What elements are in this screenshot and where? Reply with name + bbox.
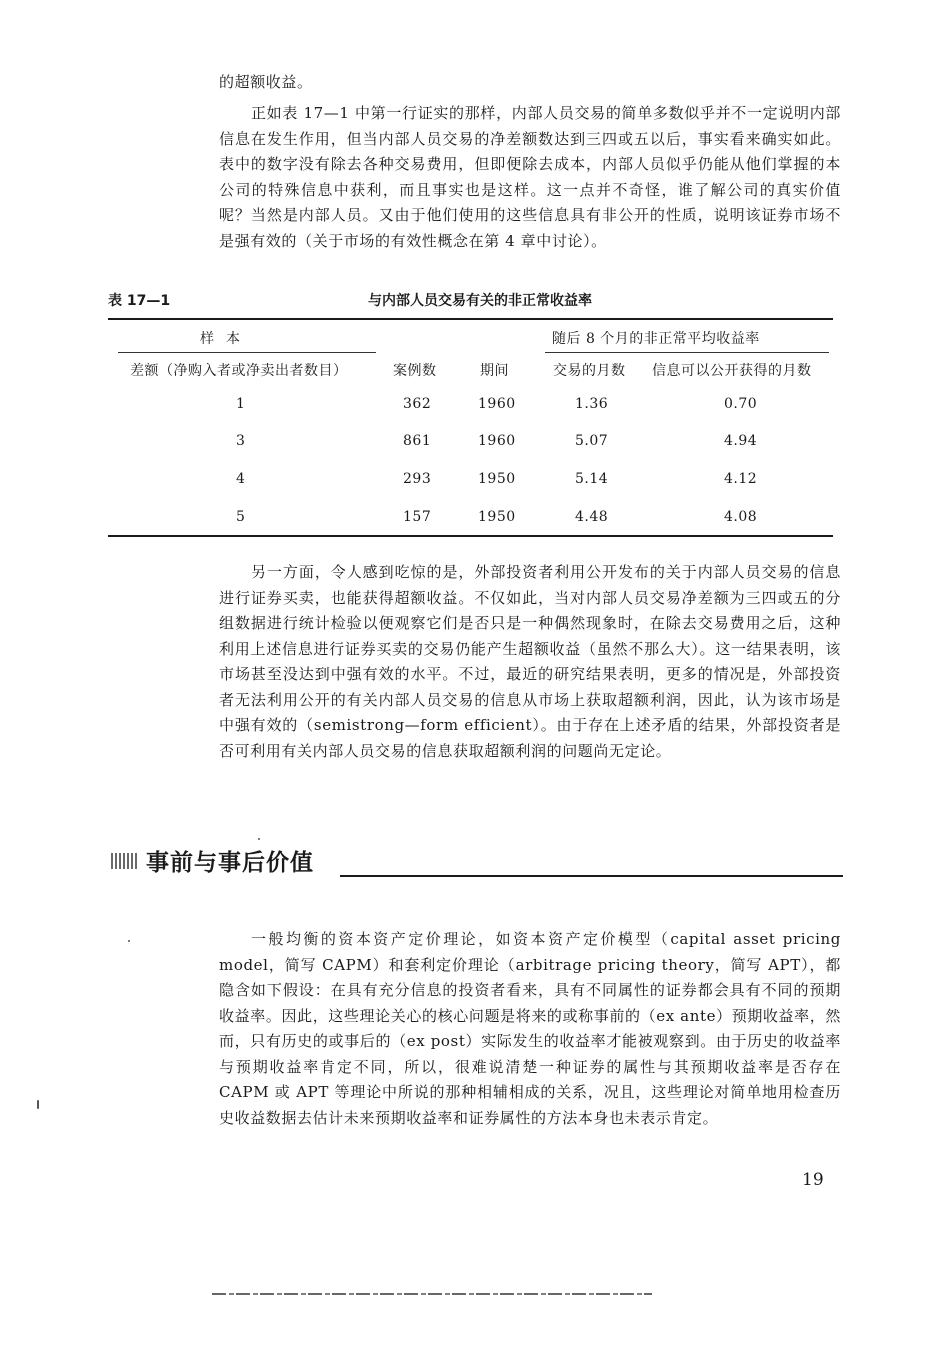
table-cell: 157 — [403, 509, 432, 525]
table-cell: 3 — [236, 433, 246, 449]
section-heading: 事前与事后价值 — [146, 850, 314, 876]
table-cell: 4.12 — [724, 471, 758, 487]
paragraph-insider-trading: 正如表 17—1 中第一行证实的那样，内部人员交易的简单多数似乎并不一定说明内部信息在发生作用，但当内部人员交易的净差额数达到三四或五以后，事实看来确实如此。表中的数字没有除去各种交易费用，但即便除去成本，内部人员似乎仍能从他们掌握的本公司的特殊信息中获利，而且事实也是这样。这一点并不奇怪，谁了解公司的真实价值呢？当然是内部人员。又由于他们使用的这些信息具有非公开的性质，说明该证券市场不是强有效的（关于市场的有效性概念在第 4 章中讨论）。 — [219, 104, 841, 250]
table-cell: 1960 — [478, 396, 516, 412]
table-cell: 0.70 — [724, 396, 758, 412]
table-group-header-returns: 随后 8 个月的非正常平均收益率 — [552, 331, 760, 347]
scan-speck — [258, 838, 260, 840]
scan-footer-line — [212, 1293, 652, 1295]
table-cell: 4 — [236, 471, 246, 487]
table-cell: 362 — [403, 396, 432, 412]
table-cell: 4.08 — [724, 509, 758, 525]
table-col-header: 交易的月数 — [553, 363, 626, 379]
table-cell: 293 — [403, 471, 432, 487]
table-cell: 5 — [236, 509, 246, 525]
table-group-header-sample: 样本 — [200, 331, 252, 347]
section-marker-icon — [111, 853, 137, 869]
table-cell: 5.07 — [575, 433, 609, 449]
table-group-rule-sample — [118, 352, 376, 353]
table-cell: 4.94 — [724, 433, 758, 449]
section-heading-rule — [340, 875, 843, 877]
table-top-rule — [108, 318, 833, 320]
page-number: 19 — [802, 1170, 824, 1190]
table-col-header: 案例数 — [393, 363, 437, 379]
paragraph-outside-investors: 另一方面，令人感到吃惊的是，外部投资者利用公开发布的关于内部人员交易的信息进行证券买卖，也能获得超额收益。不仅如此，当对内部人员交易净差额为三四或五的分组数据进行统计检验以便观察它们是否只是一种偶然现象时，在除去交易费用之后，这种利用上述信息进行证券买卖的交易仍能产生超额收益（虽然不那么大）。这一结果表明，该市场甚至没达到中强有效的水平。不过，最近的研究结果表明，更多的情况是，外部投资者无法利用公开的有关内部人员交易的信息从市场上获取超额利润，因此，认为该市场是中强有效的（semistrong—form efficient）。由于存在上述矛盾的结果，外部投资者是否可利用有关内部人员交易的信息获取超额利润的问题尚无定论。 — [219, 563, 841, 760]
table-col-header: 信息可以公开获得的月数 — [652, 363, 812, 379]
table-cell: 4.48 — [575, 509, 609, 525]
table-col-header: 差额（净购入者或净卖出者数目） — [130, 363, 348, 379]
table-cell: 1960 — [478, 433, 516, 449]
table-title: 与内部人员交易有关的非正常收益率 — [368, 293, 592, 309]
table-cell: 861 — [403, 433, 432, 449]
table-cell: 1 — [236, 396, 246, 412]
scan-speck — [128, 940, 130, 942]
table-group-rule-returns — [545, 352, 829, 353]
table-cell: 1.36 — [575, 396, 609, 412]
table-cell: 1950 — [478, 509, 516, 525]
table-col-header: 期间 — [480, 363, 509, 379]
table-cell: 5.14 — [575, 471, 609, 487]
table-label: 表 17—1 — [108, 293, 171, 309]
table-bottom-rule — [108, 535, 833, 537]
paragraph-capm-apt: 一般均衡的资本资产定价理论，如资本资产定价模型（capital asset pricing model，简写 CAPM）和套利定价理论（arbitrage pricing theory，简写 APT），都隐含如下假设：在具有充分信息的投资者看来，具有不同属性的证券都会具有不同的预期收益率。因此，这些理论关心的核心问题是将来的或称事前的（ex ante）预期收益率，然而，只有历史的或事后的（ex post）实际发生的收益率才能被观察到。由于历史的收益率与预期收益率肯定不同，所以，很难说清楚一种证券的属性与其预期收益率是否存在 CAPM 或 APT 等理论中所说的那种相辅相成的关系，况且，这些理论对简单地用检查历史收益数据去估计未来预期收益率和证券属性的方法本身也未表示肯定。 — [219, 930, 841, 1127]
scan-speck — [37, 1100, 39, 1109]
paragraph-continuation: 的超额收益。 — [219, 73, 313, 91]
table-cell: 1950 — [478, 471, 516, 487]
